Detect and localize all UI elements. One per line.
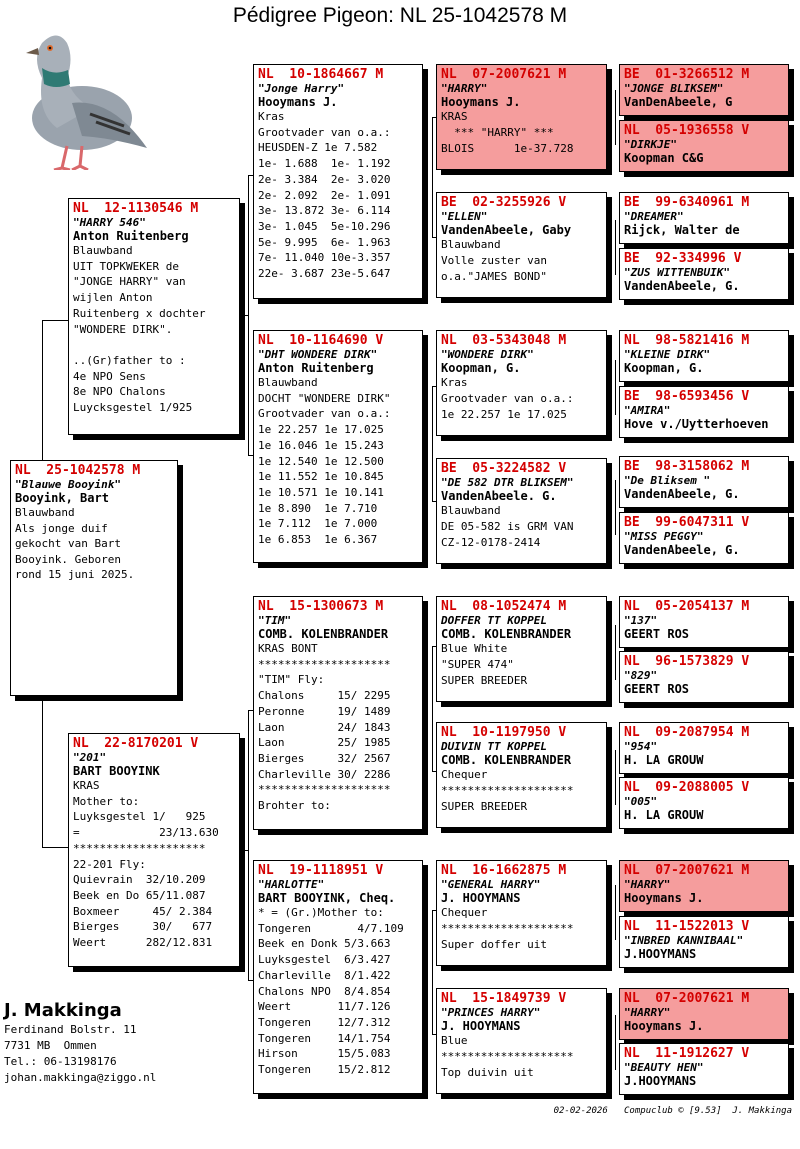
ring-number: NL 07-2007621 M xyxy=(624,991,750,1006)
info-line: 2e- 2.092 2e- 1.091 xyxy=(258,188,391,202)
info-line: ******************** xyxy=(73,841,206,855)
owner: H. LA GROUW xyxy=(624,753,704,767)
info-line: Brohter to: xyxy=(258,799,331,813)
owner: J.HOOYMANS xyxy=(624,947,697,961)
gen4-card-10[interactable] xyxy=(619,651,789,703)
info-line: ..(Gr)father to : xyxy=(73,353,186,367)
gen3-card-8[interactable] xyxy=(436,988,607,1094)
ring-number: BE 99-6047311 V xyxy=(624,515,750,530)
info-line: SUPER BREEDER xyxy=(441,800,528,813)
info-line: Booyink. Geboren xyxy=(15,552,121,566)
gen3-card-5[interactable] xyxy=(436,596,607,702)
granddam-paternal-card[interactable] xyxy=(253,330,423,563)
owner: Hooymans J. xyxy=(441,95,521,109)
info-line: 8e NPO Chalons xyxy=(73,385,166,399)
ring-number: BE 01-3266512 M xyxy=(624,67,750,82)
info-line: Mother to: xyxy=(73,794,140,808)
pigeon-name: "DE 582 DTR BLIKSEM" xyxy=(441,476,574,489)
owner: VanDenAbeele, G xyxy=(624,95,733,109)
pigeon-name: DOFFER TT KOPPEL xyxy=(441,614,547,627)
info-line: Kras xyxy=(441,376,468,389)
info-line: * = (Gr.)Mother to: xyxy=(258,906,384,919)
info-line: Chalons NPO 8/4.854 xyxy=(258,984,391,998)
pigeon-name: "DHT WONDERE DIRK" xyxy=(258,348,378,361)
pigeon-name: "HARRY" xyxy=(624,1006,671,1019)
info-line: 2e- 3.384 2e- 3.020 xyxy=(258,172,391,186)
info-line: HEUSDEN-Z 1e 7.582 xyxy=(258,141,378,155)
info-line: Blauwband xyxy=(73,244,133,257)
info-line: gekocht van Bart xyxy=(15,537,121,550)
gen4-card-7[interactable] xyxy=(619,456,789,508)
granddam-maternal-card[interactable] xyxy=(253,860,423,1094)
info-line: Ruitenberg x dochter xyxy=(73,306,206,320)
info-line: Grootvader van o.a.: xyxy=(441,392,574,405)
info-line: Grootvader van o.a.: xyxy=(258,407,391,421)
ring-number: NL 12-1130546 M xyxy=(73,201,199,216)
grandsire-maternal-card[interactable] xyxy=(253,596,423,830)
info-line: Volle zuster van xyxy=(441,254,547,267)
info-line: 1e 16.046 1e 15.243 xyxy=(258,438,384,452)
subject-card[interactable] xyxy=(10,460,178,696)
info-line: wijlen Anton xyxy=(73,291,153,305)
info-line: Luyksgestel 1/ 925 xyxy=(73,810,206,824)
owner: H. LA GROUW xyxy=(624,808,704,822)
info-line: Top duivin uit xyxy=(441,1066,534,1079)
info-line: Bierges 32/ 2567 xyxy=(258,751,391,765)
info-line: 22-201 Fly: xyxy=(73,857,146,871)
pigeon-illustration xyxy=(12,18,152,170)
gen4-card-11[interactable] xyxy=(619,722,789,774)
info-line: Weert 11/7.126 xyxy=(258,1000,391,1014)
owner: COMB. KOLENBRANDER xyxy=(441,627,572,641)
info-line: "TIM" Fly: xyxy=(258,673,325,687)
owner: Hooymans J. xyxy=(624,1019,704,1033)
info-line: "SUPER 474" xyxy=(441,658,514,671)
breeder-email: johan.makkinga@ziggo.nl xyxy=(4,1071,157,1084)
info-line: Chalons 15/ 2295 xyxy=(258,689,391,703)
gen4-card-16[interactable] xyxy=(619,1043,789,1095)
info-line: Blue White xyxy=(441,642,508,655)
gen4-card-15[interactable] xyxy=(619,988,789,1040)
dam-card[interactable] xyxy=(68,733,240,967)
info-line: SUPER BREEDER xyxy=(441,674,528,687)
gen3-card-4[interactable] xyxy=(436,458,607,564)
gen4-card-13[interactable] xyxy=(619,860,789,912)
pigeon-name: "829" xyxy=(624,669,658,682)
gen3-card-2[interactable] xyxy=(436,192,607,298)
info-line: rond 15 juni 2025. xyxy=(15,568,135,581)
pigeon-name: "005" xyxy=(624,795,658,808)
page-title: Pédigree Pigeon: NL 25-1042578 M xyxy=(232,4,568,27)
grandsire-paternal-card[interactable] xyxy=(253,64,423,299)
pigeon-name: "201" xyxy=(73,751,107,764)
pigeon-name: "DREAMER" xyxy=(624,210,684,223)
pigeon-name: "137" xyxy=(624,614,658,627)
info-line: 5e- 9.995 6e- 1.963 xyxy=(258,235,391,249)
info-line: DOCHT "WONDERE DIRK" xyxy=(258,391,391,405)
info-line: 3e- 13.872 3e- 6.114 xyxy=(258,204,391,218)
ring-number: BE 05-3224582 V xyxy=(441,461,567,476)
owner: Hove v./Uytterhoeven xyxy=(624,417,769,431)
ring-number: NL 10-1164690 V xyxy=(258,333,384,348)
breeder-name: J. Makkinga xyxy=(4,1000,122,1021)
ring-number: NL 10-1864667 M xyxy=(258,67,384,82)
owner: Anton Ruitenberg xyxy=(73,229,189,243)
info-line: Grootvader van o.a.: xyxy=(258,125,391,139)
ring-number: BE 98-3158062 M xyxy=(624,459,750,474)
gen3-card-7[interactable] xyxy=(436,860,607,966)
breeder-city: 7731 MB Ommen xyxy=(4,1039,97,1052)
info-line: o.a."JAMES BOND" xyxy=(441,270,547,283)
breeder-phone: Tel.: 06-13198176 xyxy=(4,1055,117,1068)
info-line: "WONDERE DIRK". xyxy=(73,322,173,336)
pigeon-name: "GENERAL HARRY" xyxy=(441,878,541,891)
pigeon-name: "De Bliksem " xyxy=(624,474,711,487)
info-line xyxy=(73,337,235,353)
breeder-street: Ferdinand Bolstr. 11 xyxy=(4,1023,137,1036)
info-line: Blauwband xyxy=(441,504,501,517)
owner: COMB. KOLENBRANDER xyxy=(258,627,389,641)
info-line: 22e- 3.687 23e-5.647 xyxy=(258,267,391,281)
ring-number: NL 10-1197950 V xyxy=(441,725,567,740)
owner: VandenAbeele, G. xyxy=(624,487,740,501)
gen4-card-2[interactable] xyxy=(619,120,789,172)
ring-number: NL 03-5343048 M xyxy=(441,333,567,348)
info-line: Hirson 15/5.083 xyxy=(258,1047,391,1061)
pigeon-name: "JONGE BLIKSEM" xyxy=(624,82,724,95)
owner: Hooymans J. xyxy=(624,891,704,905)
info-line: 1e 12.540 1e 12.500 xyxy=(258,454,384,468)
ring-number: BE 02-3255926 V xyxy=(441,195,567,210)
info-line: 1e 6.853 1e 6.367 xyxy=(258,533,378,547)
gen4-card-4[interactable] xyxy=(619,248,789,300)
ring-number: NL 05-1936558 V xyxy=(624,123,750,138)
pigeon-name: "DIRKJE" xyxy=(624,138,677,151)
info-line: Chequer xyxy=(441,906,488,919)
owner: J. HOOYMANS xyxy=(441,891,521,905)
owner: GEERT ROS xyxy=(624,682,690,696)
pigeon-name: "MISS PEGGY" xyxy=(624,530,704,543)
owner: J. HOOYMANS xyxy=(441,1019,521,1033)
info-line: Tongeren 12/7.312 xyxy=(258,1015,391,1029)
info-line: 3e- 1.045 5e-10.296 xyxy=(258,219,391,233)
info-line: Super doffer uit xyxy=(441,938,547,951)
info-line: ******************** xyxy=(441,784,574,797)
owner: Hooymans J. xyxy=(258,95,338,109)
owner: VandenAbeele, Gaby xyxy=(441,223,572,237)
info-line: 1e 22.257 1e 17.025 xyxy=(258,423,384,437)
ring-number: BE 99-6340961 M xyxy=(624,195,750,210)
info-line: 1e 7.112 1e 7.000 xyxy=(258,517,378,531)
info-line: Chequer xyxy=(441,768,488,781)
gen4-card-12[interactable] xyxy=(619,777,789,829)
ring-number: NL 07-2007621 M xyxy=(441,67,567,82)
ring-number: NL 15-1300673 M xyxy=(258,599,384,614)
gen3-card-6[interactable] xyxy=(436,722,607,828)
info-line: KRAS xyxy=(73,779,100,792)
info-line: Blauwband xyxy=(258,376,318,389)
info-line: Luycksgestel 1/925 xyxy=(73,401,193,415)
info-line: Laon 24/ 1843 xyxy=(258,720,391,734)
pigeon-name: "HARRY 546" xyxy=(73,216,146,229)
ring-number: BE 98-6593456 V xyxy=(624,389,750,404)
owner: BART BOOYINK xyxy=(73,764,160,778)
gen4-card-14[interactable] xyxy=(619,916,789,968)
info-line: ******************** xyxy=(441,1050,574,1063)
gen4-card-1[interactable] xyxy=(619,64,789,116)
gen4-card-3[interactable] xyxy=(619,192,789,244)
breeder-info xyxy=(4,1000,156,1086)
owner: GEERT ROS xyxy=(624,627,690,641)
pigeon-name: "AMIRA" xyxy=(624,404,671,417)
info-line: 1e 22.257 1e 17.025 xyxy=(441,408,567,421)
ring-number: NL 15-1849739 V xyxy=(441,991,567,1006)
info-line: KRAS BONT xyxy=(258,642,318,655)
info-line: 1e 10.571 1e 10.141 xyxy=(258,485,384,499)
info-line: Beek en Donk 5/3.663 xyxy=(258,937,391,951)
gen4-card-6[interactable] xyxy=(619,386,789,438)
ring-number: NL 96-1573829 V xyxy=(624,654,750,669)
owner: VandenAbeele, G. xyxy=(624,543,740,557)
pigeon-name: "HARRY" xyxy=(624,878,671,891)
owner: Koopman C&G xyxy=(624,151,704,165)
info-line: 4e NPO Sens xyxy=(73,369,146,383)
ring-number: NL 11-1522013 V xyxy=(624,919,750,934)
info-line: Charleville 30/ 2286 xyxy=(258,767,391,781)
pigeon-name: "Blauwe Booyink" xyxy=(15,478,121,491)
info-line: BLOIS 1e-37.728 xyxy=(441,142,574,155)
info-line: ******************** xyxy=(441,922,574,935)
info-line: KRAS xyxy=(441,110,468,123)
ring-number: NL 05-2054137 M xyxy=(624,599,750,614)
pigeon-name: "BEAUTY HEN" xyxy=(624,1061,704,1074)
owner: Koopman, G. xyxy=(624,361,704,375)
sire-card[interactable] xyxy=(68,198,240,435)
gen4-card-5[interactable] xyxy=(619,330,789,382)
owner: VandenAbeele, G. xyxy=(624,279,740,293)
ring-number: NL 25-1042578 M xyxy=(15,463,141,478)
info-line: *** "HARRY" *** xyxy=(441,126,554,139)
info-line: Luyksgestel 6/3.427 xyxy=(258,953,391,967)
pigeon-name: "PRINCES HARRY" xyxy=(441,1006,541,1019)
info-line: Bierges 30/ 677 xyxy=(73,920,213,934)
pigeon-name: "WONDERE DIRK" xyxy=(441,348,534,361)
owner: Rijck, Walter de xyxy=(624,223,740,237)
info-line: Laon 25/ 1985 xyxy=(258,736,391,750)
info-line: CZ-12-0178-2414 xyxy=(441,536,541,549)
ring-number: NL 11-1912627 V xyxy=(624,1046,750,1061)
footer: 02-02-2026 Compuclub © [9.53] J. Makkinga xyxy=(553,1106,792,1116)
info-line: Beek en Do 65/11.087 xyxy=(73,888,206,902)
info-line: Kras xyxy=(258,110,285,123)
gen4-card-8[interactable] xyxy=(619,512,789,564)
ring-number: NL 19-1118951 V xyxy=(258,863,384,878)
owner: J.HOOYMANS xyxy=(624,1074,697,1088)
ring-number: NL 07-2007621 M xyxy=(624,863,750,878)
info-line: UIT TOPKWEKER de xyxy=(73,259,179,273)
info-line: Peronne 19/ 1489 xyxy=(258,704,391,718)
info-line: 1e- 1.688 1e- 1.192 xyxy=(258,157,391,171)
info-line: Charleville 8/1.422 xyxy=(258,968,391,982)
owner: Koopman, G. xyxy=(441,361,521,375)
ring-number: NL 98-5821416 M xyxy=(624,333,750,348)
info-line: 1e 11.552 1e 10.845 xyxy=(258,470,384,484)
gen4-card-9[interactable] xyxy=(619,596,789,648)
info-line: = 23/13.630 xyxy=(73,826,219,840)
pigeon-name: "INBRED KANNIBAAL" xyxy=(624,934,744,947)
info-line: Tongeren 4/7.109 xyxy=(258,921,404,935)
ring-number: NL 09-2088005 V xyxy=(624,780,750,795)
info-line: Als jonge duif xyxy=(15,521,108,535)
info-line: Tongeren 15/2.812 xyxy=(258,1063,391,1077)
ring-number: NL 16-1662875 M xyxy=(441,863,567,878)
ring-number: NL 22-8170201 V xyxy=(73,736,199,751)
ring-number: NL 08-1052474 M xyxy=(441,599,567,614)
pigeon-name: "ELLEN" xyxy=(441,210,488,223)
info-line: Tongeren 14/1.754 xyxy=(258,1031,391,1045)
info-line: Quievrain 32/10.209 xyxy=(73,873,206,887)
info-line: DE 05-582 is GRM VAN xyxy=(441,520,574,533)
ring-number: NL 09-2087954 M xyxy=(624,725,750,740)
info-line: "JONGE HARRY" van xyxy=(73,275,186,289)
info-line: Blauwband xyxy=(15,506,75,519)
gen3-card-3[interactable] xyxy=(436,330,607,436)
info-line: Boxmeer 45/ 2.384 xyxy=(73,904,213,918)
pigeon-name: "TIM" xyxy=(258,614,292,627)
info-line: 7e- 11.040 10e-3.357 xyxy=(258,251,391,265)
pigeon-name: "ZUS WITTENBUIK" xyxy=(624,266,730,279)
owner: Anton Ruitenberg xyxy=(258,361,374,375)
owner: BART BOOYINK, Cheq. xyxy=(258,891,396,905)
pigeon-name: "HARLOTTE" xyxy=(258,878,325,891)
pigeon-name: DUIVIN TT KOPPEL xyxy=(441,740,547,753)
info-line: 1e 8.890 1e 7.710 xyxy=(258,501,378,515)
owner: Booyink, Bart xyxy=(15,491,109,505)
pigeon-name: "HARRY" xyxy=(441,82,488,95)
info-line: Weert 282/12.831 xyxy=(73,936,213,950)
gen3-card-1[interactable] xyxy=(436,64,607,170)
info-line: Blauwband xyxy=(441,238,501,251)
info-line: ******************** xyxy=(258,783,391,797)
pigeon-name: "954" xyxy=(624,740,658,753)
info-line: ******************** xyxy=(258,657,391,671)
owner: VandenAbeele. G. xyxy=(441,489,557,503)
info-line: Blue xyxy=(441,1034,468,1047)
pigeon-name: "Jonge Harry" xyxy=(258,82,345,95)
ring-number: BE 92-334996 V xyxy=(624,251,742,266)
owner: COMB. KOLENBRANDER xyxy=(441,753,572,767)
pigeon-name: "KLEINE DIRK" xyxy=(624,348,711,361)
